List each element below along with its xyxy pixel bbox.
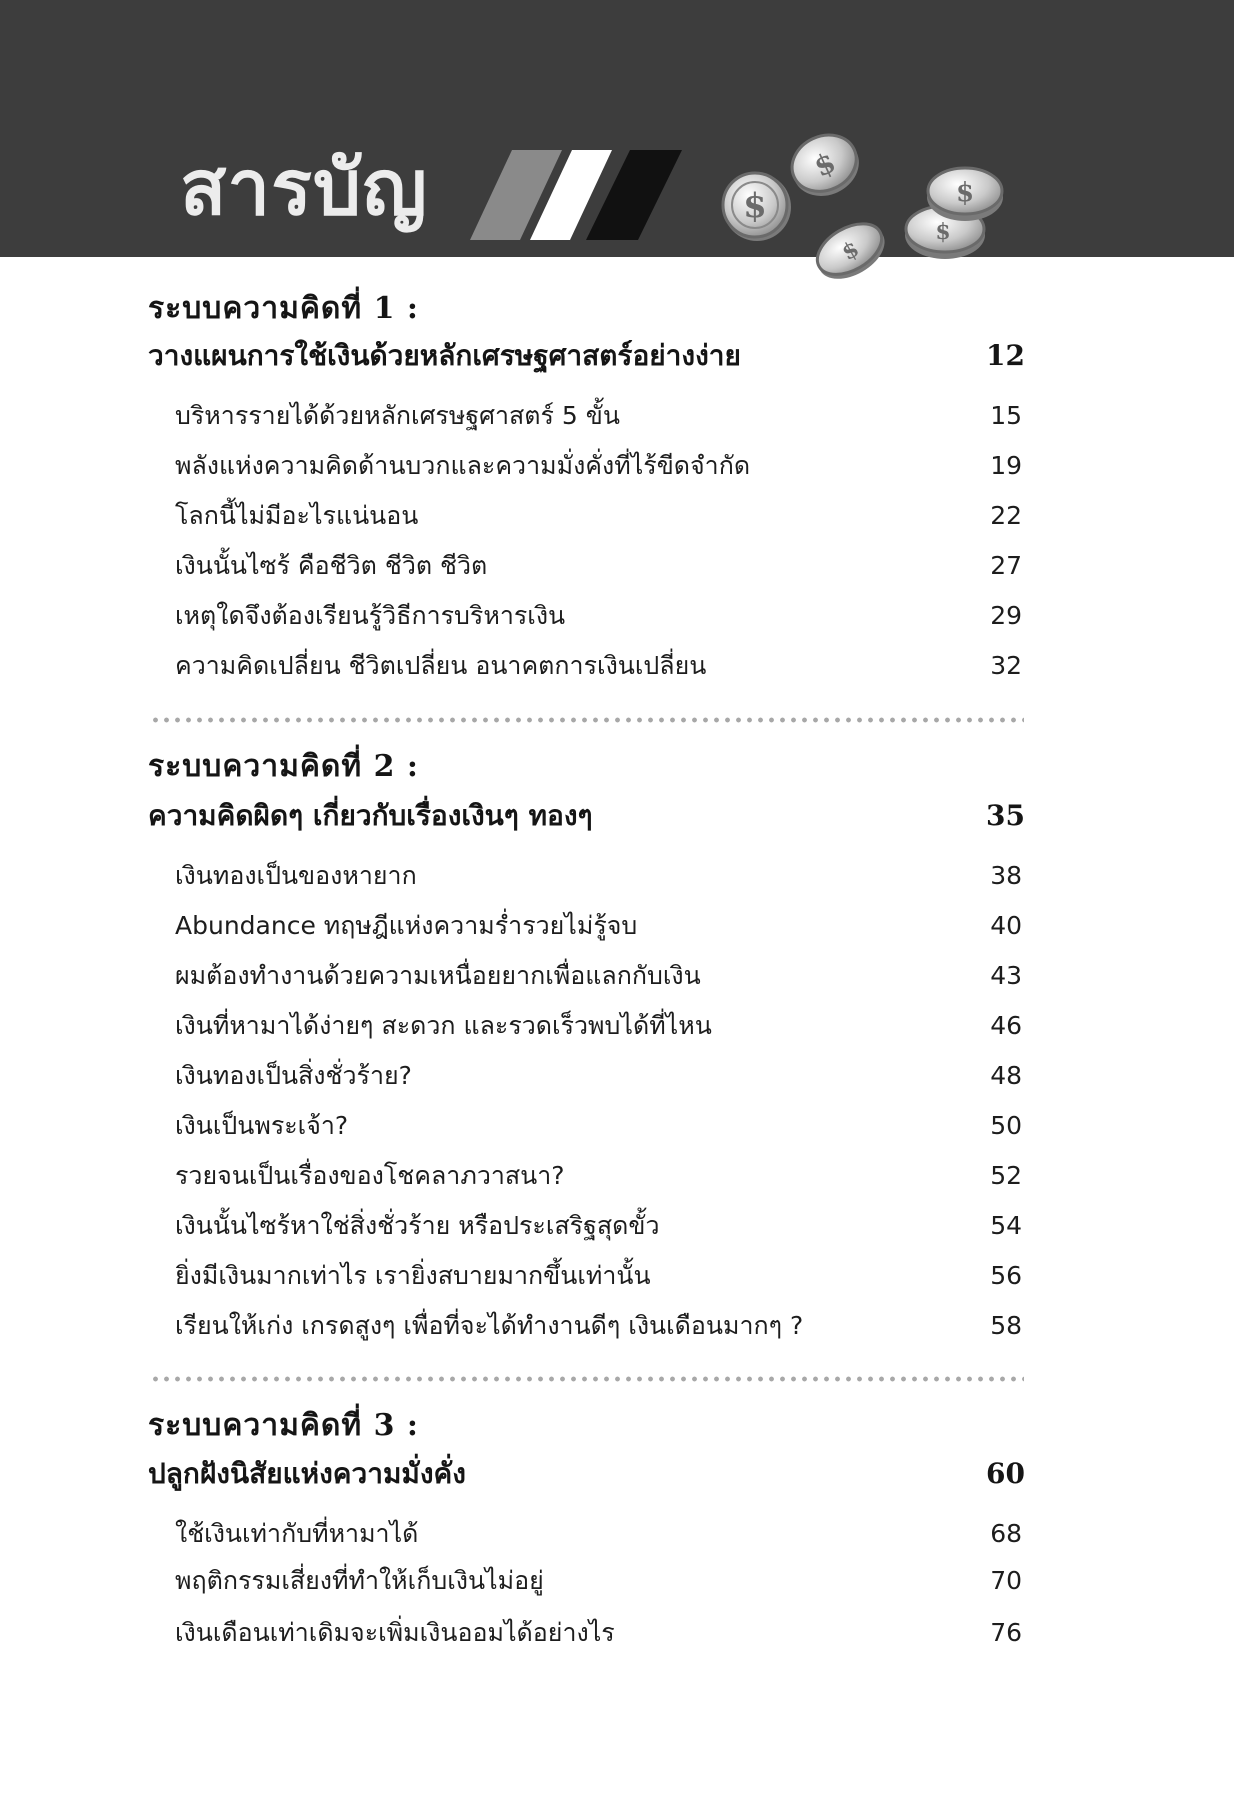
svg-text:$: $ (935, 219, 951, 245)
section-page-number: 12 (986, 339, 1025, 372)
toc-entry-page: 58 (990, 1311, 1022, 1340)
toc-entry-page: 38 (990, 861, 1022, 890)
toc-entry-page: 27 (990, 551, 1022, 580)
toc-entry: รวยจนเป็นเรื่องของโชคลาภวาสนา? (175, 1161, 565, 1190)
toc-entry: ความคิดเปลี่ยน ชีวิตเปลี่ยน อนาคตการเงินเปลี่ยน (175, 651, 707, 680)
toc-entry: เงินทองเป็นของหายาก (175, 861, 417, 890)
toc-entry: เงินนั้นไซร้หาใช่สิ่งชั่วร้าย หรือประเสริฐสุดขั้ว (175, 1211, 660, 1240)
section-title: ความคิดผิดๆ เกี่ยวกับเรื่องเงินๆ ทองๆ (148, 799, 593, 832)
toc-entry: เงินเดือนเท่าเดิมจะเพิ่มเงินออมได้อย่างไร (175, 1618, 615, 1647)
dotted-divider (150, 717, 1024, 723)
toc-entry-page: 56 (990, 1261, 1022, 1290)
section-label: ระบบความคิดที่ 2 : (148, 749, 420, 784)
toc-entry: เงินที่หามาได้ง่ายๆ สะดวก และรวดเร็วพบได้ที่ไหน (175, 1011, 712, 1040)
toc-entry: เงินทองเป็นสิ่งชั่วร้าย? (175, 1061, 412, 1090)
toc-entry-page: 70 (990, 1566, 1022, 1595)
toc-entry: เรียนให้เก่ง เกรดสูงๆ เพื่อที่จะได้ทำงานดีๆ เงินเดือนมากๆ ? (175, 1311, 804, 1340)
toc-entry-page: 32 (990, 651, 1022, 680)
toc-entry: Abundance ทฤษฎีแห่งความร่ำรวยไม่รู้จบ (175, 911, 638, 940)
section-label: ระบบความคิดที่ 1 : (148, 291, 420, 326)
svg-text:$: $ (837, 235, 864, 266)
toc-entry: ใช้เงินเท่ากับที่หามาได้ (175, 1519, 419, 1548)
toc-entry-page: 40 (990, 911, 1022, 940)
toc-entry: ยิ่งมีเงินมากเท่าไร เรายิ่งสบายมากขึ้นเท่านั้น (175, 1261, 651, 1290)
toc-entry-page: 68 (990, 1519, 1022, 1548)
toc-entry: ผมต้องทำงานด้วยความเหนื่อยยากเพื่อแลกกับเงิน (175, 961, 701, 990)
svg-text:$: $ (955, 178, 975, 208)
toc-entry: บริหารรายได้ด้วยหลักเศรษฐศาสตร์ 5 ขั้น (175, 401, 620, 430)
svg-text:$: $ (743, 186, 767, 226)
section-page-number: 35 (986, 799, 1025, 832)
toc-entry: โลกนี้ไม่มีอะไรแน่นอน (175, 501, 419, 530)
toc-entry: เงินเป็นพระเจ้า? (175, 1111, 349, 1140)
toc-entry: พฤติกรรมเสี่ยงที่ทำให้เก็บเงินไม่อยู่ (175, 1566, 544, 1595)
toc-entry-page: 50 (990, 1111, 1022, 1140)
section-label: ระบบความคิดที่ 3 : (148, 1408, 420, 1443)
section-page-number: 60 (986, 1457, 1025, 1490)
svg-text:$: $ (808, 145, 841, 184)
section-title: ปลูกฝังนิสัยแห่งความมั่งคั่ง (148, 1457, 466, 1490)
toc-entry: พลังแห่งความคิดด้านบวกและความมั่งคั่งที่ไร้ขีดจำกัด (175, 451, 751, 480)
dotted-divider (150, 1376, 1024, 1382)
toc-entry-page: 43 (990, 961, 1022, 990)
toc-entry-page: 22 (990, 501, 1022, 530)
page-title: สารบัญ (180, 143, 428, 232)
toc-entry-page: 76 (990, 1618, 1022, 1647)
toc-entry-page: 19 (990, 451, 1022, 480)
toc-entry-page: 29 (990, 601, 1022, 630)
toc-entry: เงินนั้นไซร้ คือชีวิต ชีวิต ชีวิต (175, 551, 488, 580)
toc-entry-page: 52 (990, 1161, 1022, 1190)
toc-entry: เหตุใดจึงต้องเรียนรู้วิธีการบริหารเงิน (175, 601, 566, 630)
toc-entry-page: 54 (990, 1211, 1022, 1240)
toc-entry-page: 15 (990, 401, 1022, 430)
toc-entry-page: 46 (990, 1011, 1022, 1040)
section-title: วางแผนการใช้เงินด้วยหลักเศรษฐศาสตร์อย่างง่าย (148, 339, 741, 372)
toc-entry-page: 48 (990, 1061, 1022, 1090)
